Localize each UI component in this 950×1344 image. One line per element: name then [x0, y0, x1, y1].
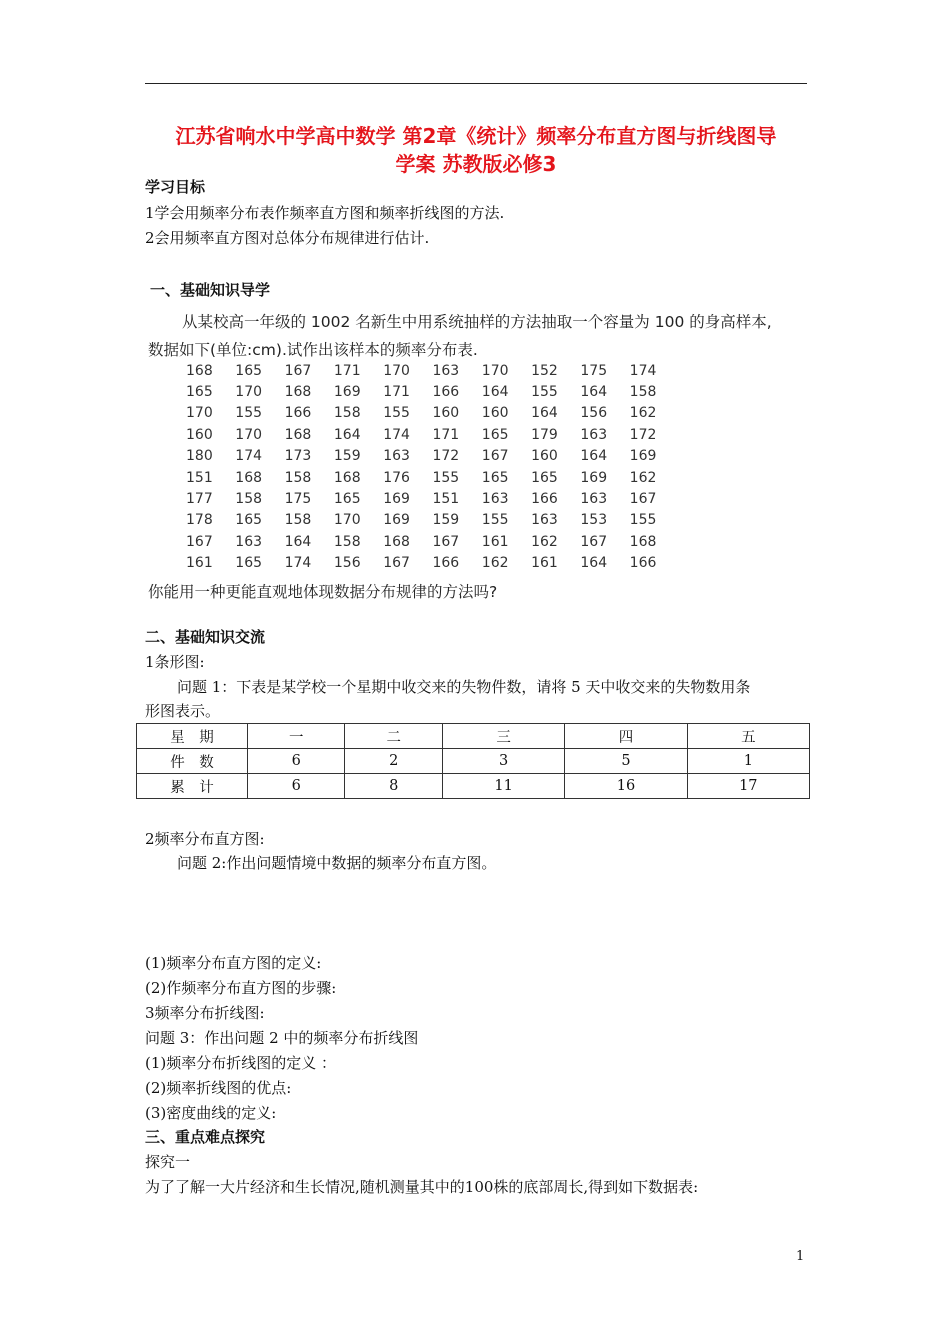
data-cell: 151	[432, 491, 460, 508]
data-cell: 167	[186, 533, 213, 550]
problem-1-line-1: 问题 1：下表是某学校一个星期中收交来的失物件数，请将 5 天中收交来的失物数用条	[177, 678, 751, 696]
table-cell: 3	[442, 749, 564, 774]
table-cell: 件 数	[137, 749, 248, 774]
data-cell: 174	[383, 426, 410, 443]
data-cell: 166	[284, 405, 312, 422]
data-cell: 163	[481, 491, 509, 508]
data-cell: 155	[432, 469, 460, 486]
data-cell: 159	[333, 448, 361, 465]
data-cell: 169	[580, 469, 608, 486]
table-cell: 6	[248, 774, 345, 799]
data-cell: 170	[481, 362, 509, 379]
data-cell: 155	[629, 512, 657, 529]
data-cell: 163	[580, 426, 608, 443]
data-cell: 178	[186, 512, 213, 529]
data-cell: 166	[432, 555, 460, 572]
data-cell: 179	[531, 426, 558, 443]
data-cell: 164	[481, 384, 509, 401]
data-cell: 170	[333, 512, 361, 529]
data-cell: 163	[531, 512, 558, 529]
data-cell: 155	[531, 384, 558, 401]
density-curve-definition: (3)密度曲线的定义:	[145, 1104, 277, 1122]
data-row	[186, 531, 679, 552]
data-cell: 160	[432, 405, 460, 422]
table-cell: 三	[442, 724, 564, 749]
histogram-subheading: 2频率分布直方图:	[145, 830, 265, 848]
data-cell: 166	[531, 491, 558, 508]
data-row	[186, 553, 679, 574]
table-cell: 8	[345, 774, 442, 799]
problem-2: 问题 2:作出问题情境中数据的频率分布直方图。	[177, 854, 497, 872]
data-cell: 167	[383, 555, 410, 572]
explore-label: 探究一	[145, 1153, 191, 1171]
data-cell: 158	[235, 491, 263, 508]
data-cell: 170	[235, 384, 263, 401]
data-cell: 170	[383, 362, 410, 379]
header-rule	[145, 83, 807, 84]
table-cell: 11	[442, 774, 564, 799]
table-cell: 16	[565, 774, 687, 799]
data-cell: 160	[481, 405, 509, 422]
section1-intro-2: 数据如下(单位:cm).试作出该样本的频率分布表.	[148, 341, 478, 359]
problem-1-line-2: 形图表示。	[145, 702, 221, 720]
data-cell: 165	[481, 426, 509, 443]
data-cell: 158	[629, 384, 657, 401]
table-cell: 一	[248, 724, 345, 749]
data-cell: 166	[629, 555, 657, 572]
data-cell: 167	[432, 533, 460, 550]
data-cell: 177	[186, 491, 213, 508]
table-cell: 星 期	[137, 724, 248, 749]
data-row	[186, 488, 679, 509]
explore-text: 为了了解一大片经济和生长情况,随机测量其中的100株的底部周长,得到如下数据表:	[145, 1178, 699, 1196]
data-cell: 165	[235, 512, 263, 529]
data-cell: 162	[481, 555, 509, 572]
table-header-row	[137, 724, 810, 749]
data-cell: 164	[531, 405, 558, 422]
data-cell: 165	[333, 491, 361, 508]
data-cell: 151	[186, 469, 213, 486]
data-cell: 164	[284, 533, 312, 550]
goals-heading: 学习目标	[145, 178, 206, 196]
data-row	[186, 360, 679, 381]
data-cell: 164	[580, 448, 608, 465]
data-cell: 169	[629, 448, 657, 465]
table-row	[137, 774, 810, 799]
data-cell: 167	[284, 362, 312, 379]
title-line-2: 学案 苏教版必修3	[395, 152, 557, 176]
data-cell: 175	[580, 362, 608, 379]
data-cell: 158	[284, 469, 312, 486]
data-cell: 168	[284, 384, 312, 401]
data-cell: 168	[235, 469, 263, 486]
data-cell: 158	[333, 533, 361, 550]
data-cell: 162	[531, 533, 558, 550]
data-cell: 164	[333, 426, 361, 443]
data-cell: 169	[333, 384, 361, 401]
data-cell: 173	[284, 448, 312, 465]
polyline-advantages: (2)频率折线图的优点:	[145, 1079, 292, 1097]
data-cell: 171	[432, 426, 460, 443]
data-cell: 180	[186, 448, 213, 465]
data-cell: 155	[383, 405, 410, 422]
data-cell: 163	[383, 448, 410, 465]
data-cell: 165	[481, 469, 509, 486]
data-cell: 153	[580, 512, 608, 529]
data-cell: 165	[531, 469, 558, 486]
data-cell: 165	[235, 555, 263, 572]
data-cell: 172	[432, 448, 460, 465]
section1-question: 你能用一种更能直观地体现数据分布规律的方法吗?	[148, 583, 498, 601]
page-number: 1	[796, 1249, 805, 1264]
data-cell: 161	[531, 555, 558, 572]
histogram-definition: (1)频率分布直方图的定义:	[145, 954, 322, 972]
histogram-steps: (2)作频率分布直方图的步骤:	[145, 979, 337, 997]
table-cell: 1	[687, 749, 809, 774]
data-cell: 162	[629, 405, 657, 422]
data-cell: 169	[383, 512, 410, 529]
table-cell: 17	[687, 774, 809, 799]
bar-chart-subheading: 1条形图:	[145, 653, 205, 671]
data-cell: 164	[580, 384, 608, 401]
data-cell: 168	[629, 533, 657, 550]
section1-heading: 一、基础知识导学	[150, 281, 271, 299]
data-cell: 174	[235, 448, 263, 465]
data-cell: 155	[235, 405, 263, 422]
data-row	[186, 403, 679, 424]
data-cell: 156	[580, 405, 608, 422]
data-cell: 168	[333, 469, 361, 486]
table-cell: 五	[687, 724, 809, 749]
data-cell: 161	[481, 533, 509, 550]
data-cell: 171	[333, 362, 361, 379]
data-cell: 175	[284, 491, 312, 508]
title-line-1: 江苏省响水中学高中数学 第2章《统计》频率分布直方图与折线图导	[175, 124, 777, 148]
data-cell: 168	[186, 362, 213, 379]
data-row	[186, 446, 679, 467]
height-data-grid	[186, 360, 679, 574]
data-cell: 159	[432, 512, 460, 529]
data-cell: 167	[629, 491, 657, 508]
data-cell: 155	[481, 512, 509, 529]
data-cell: 156	[333, 555, 361, 572]
data-cell: 163	[580, 491, 608, 508]
data-cell: 166	[432, 384, 460, 401]
polyline-definition: (1)频率分布折线图的定义 ：	[145, 1054, 337, 1072]
section1-intro-1: 从某校高一年级的 1002 名新生中用系统抽样的方法抽取一个容量为 100 的身高样本,	[182, 313, 772, 331]
problem-3: 问题 3：作出问题 2 中的频率分布折线图	[145, 1029, 419, 1047]
data-cell: 164	[580, 555, 608, 572]
data-cell: 169	[383, 491, 410, 508]
polyline-subheading: 3频率分布折线图:	[145, 1004, 265, 1022]
table-cell: 5	[565, 749, 687, 774]
table-row	[137, 749, 810, 774]
data-cell: 165	[186, 384, 213, 401]
table-cell: 二	[345, 724, 442, 749]
table-cell: 6	[248, 749, 345, 774]
section3-heading: 三、重点难点探究	[145, 1128, 266, 1146]
document-title	[140, 122, 812, 178]
lost-items-table	[136, 723, 810, 799]
data-cell: 168	[284, 426, 312, 443]
data-cell: 168	[383, 533, 410, 550]
data-cell: 158	[284, 512, 312, 529]
data-cell: 165	[235, 362, 263, 379]
data-cell: 171	[383, 384, 410, 401]
section2-heading: 二、基础知识交流	[145, 628, 266, 646]
data-cell: 170	[186, 405, 213, 422]
data-cell: 160	[186, 426, 213, 443]
data-row	[186, 510, 679, 531]
data-cell: 152	[531, 362, 558, 379]
data-row	[186, 381, 679, 402]
table-cell: 2	[345, 749, 442, 774]
data-cell: 163	[432, 362, 460, 379]
data-cell: 163	[235, 533, 263, 550]
data-cell: 176	[383, 469, 410, 486]
goal-item-2: 2会用频率直方图对总体分布规律进行估计.	[145, 229, 430, 247]
data-cell: 174	[284, 555, 312, 572]
data-cell: 160	[531, 448, 558, 465]
data-row	[186, 467, 679, 488]
data-cell: 162	[629, 469, 657, 486]
data-cell: 170	[235, 426, 263, 443]
goal-item-1: 1学会用频率分布表作频率直方图和频率折线图的方法.	[145, 204, 505, 222]
data-cell: 158	[333, 405, 361, 422]
data-cell: 167	[580, 533, 608, 550]
data-cell: 174	[629, 362, 657, 379]
data-cell: 167	[481, 448, 509, 465]
data-cell: 161	[186, 555, 213, 572]
data-cell: 172	[629, 426, 657, 443]
table-cell: 累 计	[137, 774, 248, 799]
data-row	[186, 424, 679, 445]
table-cell: 四	[565, 724, 687, 749]
